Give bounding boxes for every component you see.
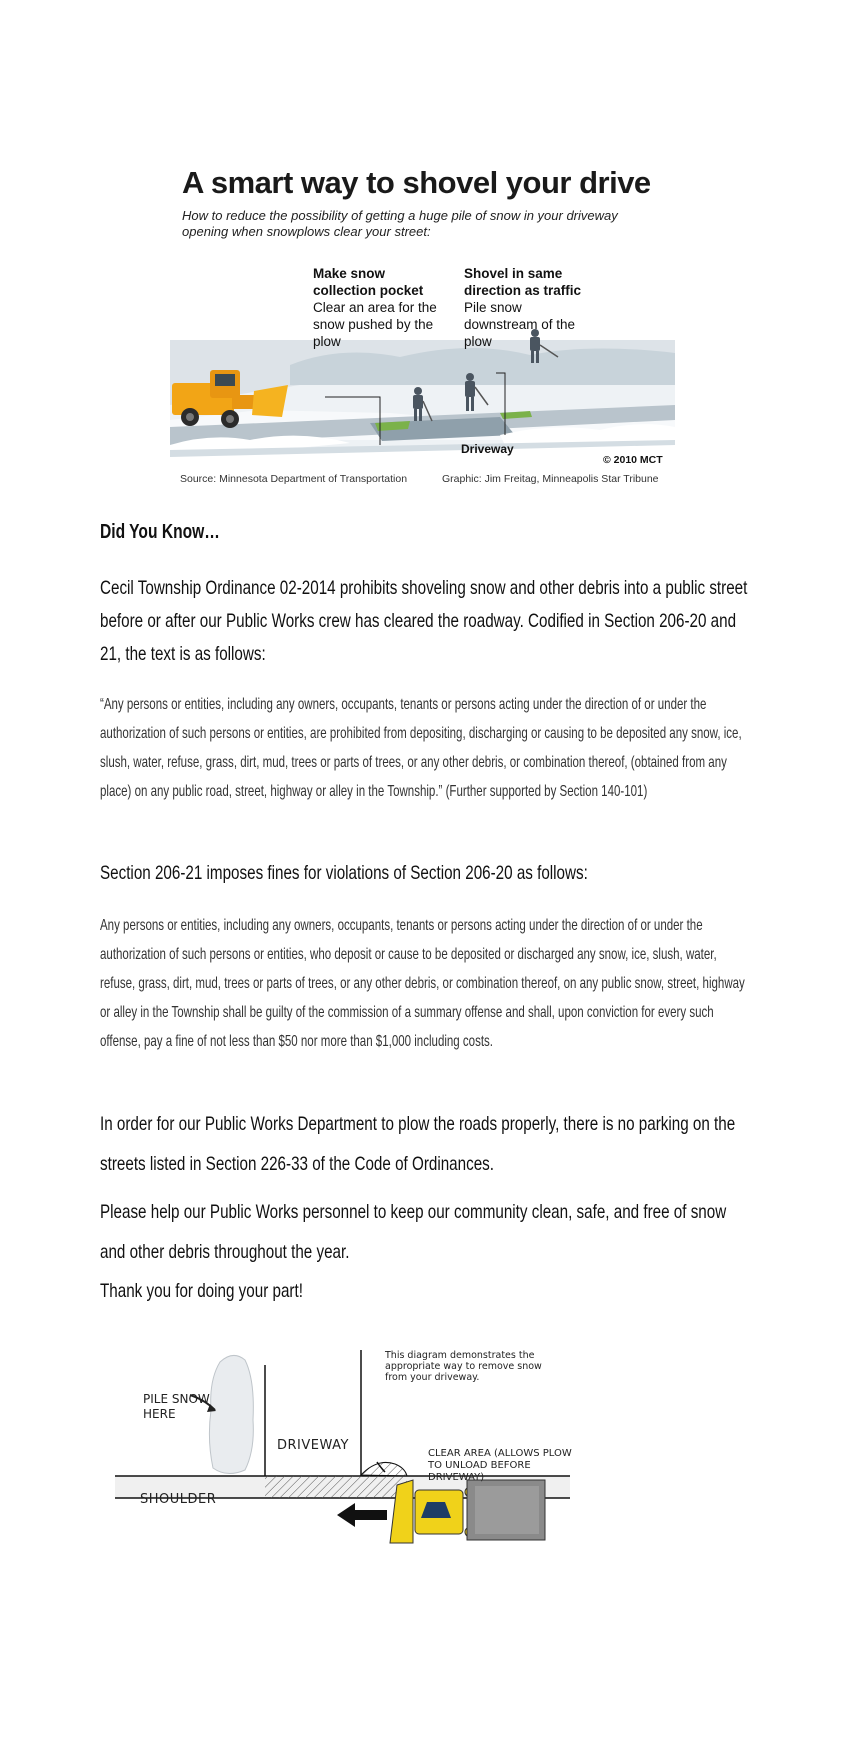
infographic-title: A smart way to shovel your drive — [182, 165, 651, 200]
diagram-note: This diagram demonstrates the appropriate way to remove snow from your driveway. — [385, 1350, 542, 1383]
callout-pocket-heading: Make snow collection pocket — [313, 266, 424, 298]
ordinance-intro-paragraph: Cecil Township Ordinance 02-2014 prohibits shoveling snow and other debris into a public street before or after our Public Works crew has cleared the roadway. Codified in Section 206-20 and 21, the text is as follows: — [100, 577, 748, 665]
driveway-snow-removal-diagram — [115, 1340, 620, 1545]
diagram-shoulder-label: SHOULDER — [140, 1492, 217, 1507]
snow-shoveling-infographic — [170, 165, 675, 485]
diagram-clear-area-label: CLEAR AREA (ALLOWS PLOW TO UNLOAD BEFORE DRIVEWAY) — [428, 1448, 572, 1483]
infographic-subtitle: How to reduce the possibility of getting a huge pile of snow in your driveway opening when snowplows clear your street: — [182, 208, 618, 239]
thank-you-line: Thank you for doing your part! — [100, 1280, 303, 1302]
fines-paragraph: Any persons or entities, including any owners, occupants, tenants or persons acting under the direction of or under the authorization of such persons or entities, who deposit or cause to be deposited or discharged any snow, ice, slush, water, refuse, grass, dirt, mud, trees or parts of trees, or any other debris, or combination thereof, on any public snow, street, highway or alley in the Township shall be guilty of the commission of a summary offense and shall, upon conviction for every such offense, pay a fine of not less than $50 nor more than $1,000 including costs. — [100, 917, 745, 1050]
did-you-know-heading: Did You Know… — [100, 521, 220, 543]
diagram-driveway-label: DRIVEWAY — [277, 1438, 349, 1453]
callout-pocket-body: Clear an area for the snow pushed by the plow — [313, 300, 437, 349]
infographic-copyright: © 2010 MCT — [603, 454, 663, 466]
diagram-pile-label: PILE SNOW HERE — [143, 1392, 210, 1421]
ordinance-quote-paragraph: “Any persons or entities, including any owners, occupants, tenants or persons acting under the direction of or under the authorization of such persons or entities, are prohibited from depositing, discharging or causing to be deposited any snow, ice, slush, water, refuse, grass, dirt, mud, trees or parts of trees, or any other debris, or combination thereof, (obtained from any place) on any public road, street, highway or alley in the Township.” (Further supported by Section 140-101) — [100, 696, 742, 800]
help-paragraph: Please help our Public Works personnel to keep our community clean, safe, and free of snow and other debris throughout the year. — [100, 1201, 727, 1263]
fines-heading: Section 206-21 imposes fines for violations of Section 206-20 as follows: — [100, 862, 588, 884]
callout-shovel-heading: Shovel in same direction as traffic — [464, 266, 582, 298]
callout-shovel-body: Pile snow downstream of the plow — [464, 300, 576, 349]
callout-shovel-direction — [464, 265, 584, 350]
snow-pile-icon — [209, 1355, 253, 1473]
left-arrow-icon — [337, 1503, 387, 1527]
infographic-source: Source: Minnesota Department of Transportation — [180, 473, 408, 485]
infographic-driveway-label: Driveway — [461, 442, 514, 456]
callout-collection-pocket — [313, 265, 443, 350]
plow-truck-icon — [390, 1480, 545, 1543]
parking-paragraph: In order for our Public Works Department to plow the roads properly, there is no parking on the streets listed in Section 226-33 of the Code of Ordinances. — [100, 1113, 736, 1175]
infographic-credit: Graphic: Jim Freitag, Minneapolis Star Tribune — [442, 473, 659, 485]
